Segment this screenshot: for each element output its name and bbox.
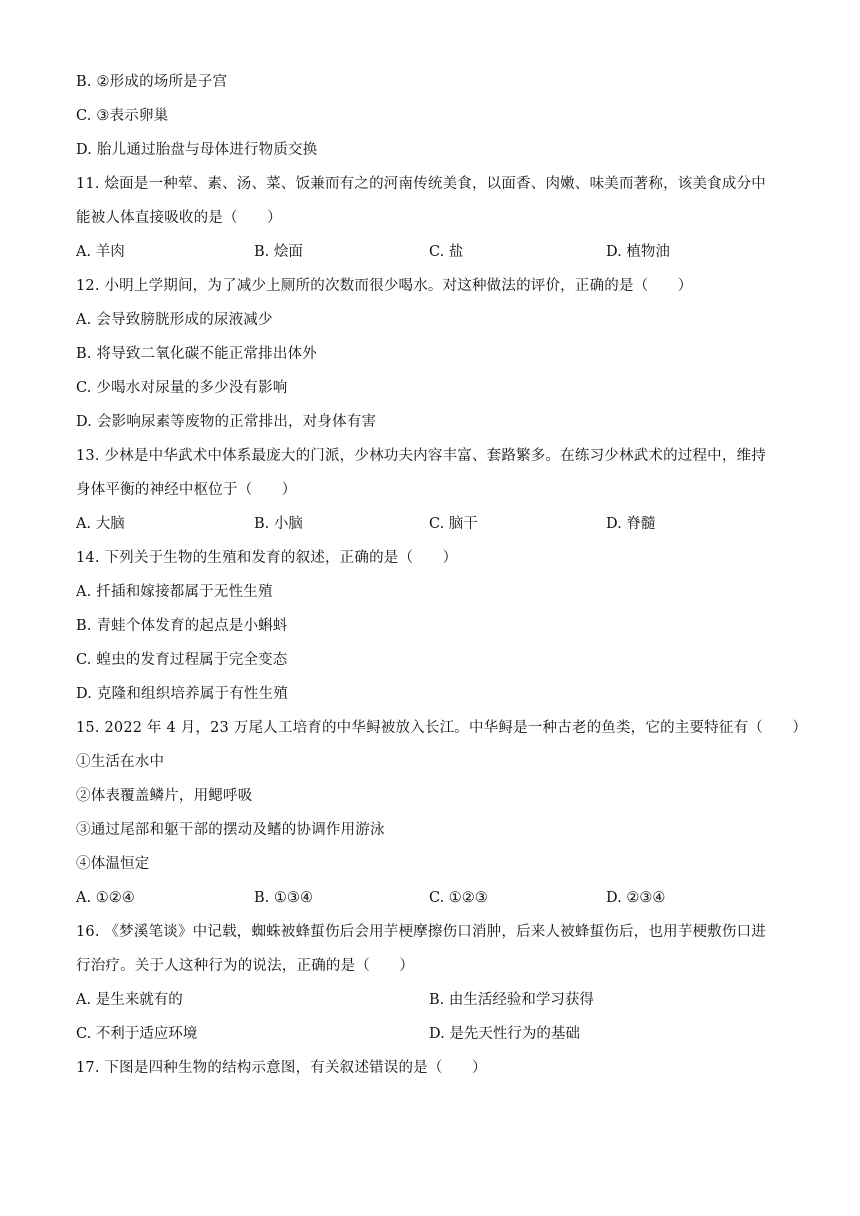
q16-option-b: B. 由生活经验和学习获得 [429,992,594,1008]
q17-stem: 17. 下图是四种生物的结构示意图，有关叙述错误的是（ ） [76,1060,487,1076]
q15-option-a: A. ①②④ [76,890,135,906]
q11-option-b: B. 烩面 [254,244,303,260]
q13-stem-line2: 身体平衡的神经中枢位于（ ） [76,482,297,498]
q14-stem: 14. 下列关于生物的生殖和发育的叙述，正确的是（ ） [76,550,458,566]
q12-option-c: C. 少喝水对尿量的多少没有影响 [76,380,288,396]
q16-option-c: C. 不利于适应环境 [76,1026,198,1042]
q11-stem-line1: 11. 烩面是一种荤、素、汤、菜、饭兼而有之的河南传统美食，以面香、肉嫩、味美而著称，该美食成分中 [76,176,766,192]
q11-option-d: D. 植物油 [606,244,670,260]
q15-option-d: D. ②③④ [606,890,666,906]
q16-stem-line2: 行治疗。关于人这种行为的说法，正确的是（ ） [76,958,415,974]
q14-option-b: B. 青蛙个体发育的起点是小蝌蚪 [76,618,288,634]
q12-option-d: D. 会影响尿素等废物的正常排出，对身体有害 [76,414,377,430]
q12-option-b: B. 将导致二氧化碳不能正常排出体外 [76,346,317,362]
q14-option-d: D. 克隆和组织培养属于有性生殖 [76,686,289,702]
q16-option-a: A. 是生来就有的 [76,992,183,1008]
q14-option-c: C. 蝗虫的发育过程属于完全变态 [76,652,288,668]
q12-option-a: A. 会导致膀胱形成的尿液减少 [76,312,273,328]
q15-stem: 15. 2022 年 4 月，23 万尾人工培育的中华鲟被放入长江。中华鲟是一种古老的鱼类，它的主要特征有（ ） [76,720,808,736]
q11-option-c: C. 盐 [429,244,464,260]
q15-options [76,888,796,908]
q13-option-a: A. 大脑 [76,516,125,532]
q13-options [76,514,796,534]
q13-option-d: D. 脊髓 [606,516,656,532]
q11-stem-line2: 能被人体直接吸收的是（ ） [76,210,282,226]
q10-option-c: C. ③表示卵巢 [76,108,169,124]
q16-option-d: D. 是先天性行为的基础 [429,1026,580,1042]
q10-option-b: B. ②形成的场所是子宫 [76,74,228,90]
q16-options-row1 [76,990,796,1010]
q15-statement-4: ④体温恒定 [76,856,150,872]
q12-stem: 12. 小明上学期间，为了减少上厕所的次数而很少喝水。对这种做法的评价，正确的是（ ） [76,278,693,294]
q15-statement-1: ①生活在水中 [76,754,165,770]
q15-statement-3: ③通过尾部和躯干部的摆动及鳍的协调作用游泳 [76,822,385,838]
q15-statement-2: ②体表覆盖鳞片，用鳃呼吸 [76,788,253,804]
q13-stem-line1: 13. 少林是中华武术中体系最庞大的门派，少林功夫内容丰富、套路繁多。在练习少林武术的过程中，维持 [76,448,766,464]
q15-option-b: B. ①③④ [254,890,313,906]
q16-options-row2 [76,1024,796,1044]
q13-option-b: B. 小脑 [254,516,303,532]
q14-option-a: A. 扦插和嫁接都属于无性生殖 [76,584,273,600]
q11-options [76,242,796,262]
q11-option-a: A. 羊肉 [76,244,125,260]
q16-stem-line1: 16. 《梦溪笔谈》中记载，蜘蛛被蜂蜇伤后会用芋梗摩擦伤口消肿，后来人被蜂蜇伤后，也用芋梗敷伤口进 [76,924,766,940]
q15-option-c: C. ①②③ [429,890,488,906]
q13-option-c: C. 脑干 [429,516,478,532]
q10-option-d: D. 胎儿通过胎盘与母体进行物质交换 [76,142,318,158]
